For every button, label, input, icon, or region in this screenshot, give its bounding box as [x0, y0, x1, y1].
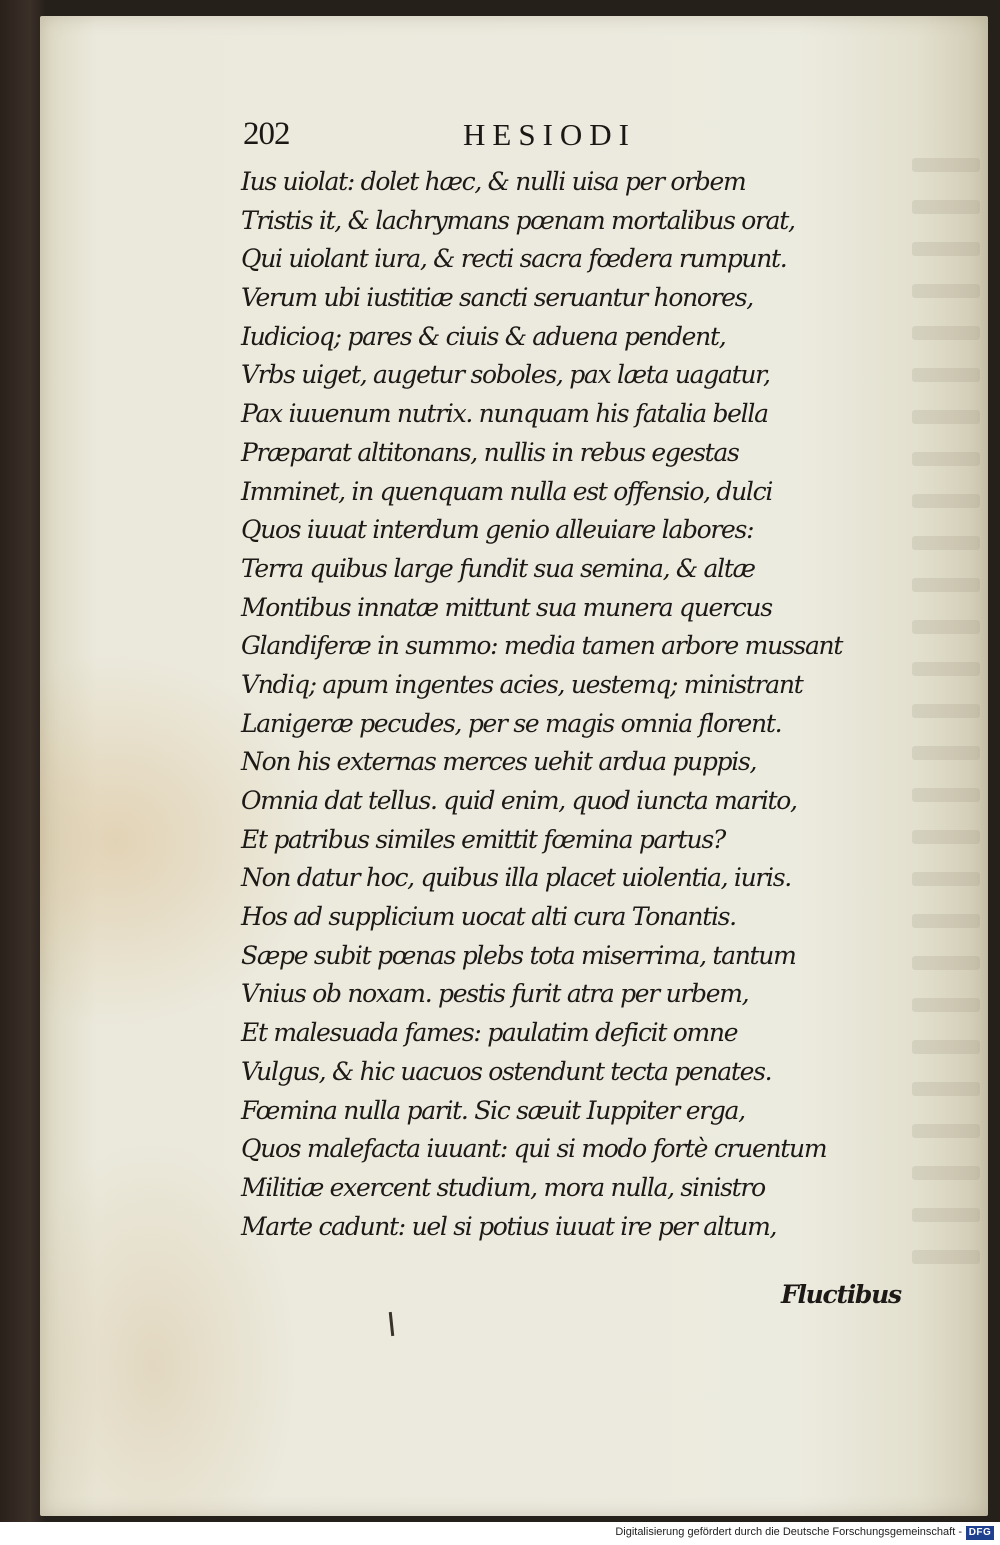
- catchword: Fluctibus: [781, 1280, 901, 1309]
- verse-line: Verum ubi iustitiæ sancti seruantur honores,: [241, 283, 753, 313]
- verse-line: Lanigeræ pecudes, per se magis omnia florent.: [241, 708, 782, 738]
- page-number: 202: [243, 116, 290, 152]
- verse-line: Glandiferæ in summo: media tamen arbore mussant: [241, 631, 843, 661]
- verse-line: Hos ad supplicium uocat alti cura Tonantis.: [241, 902, 736, 932]
- verse-line: Sæpe subit pœnas plebs tota miserrima, tantum: [241, 940, 796, 970]
- verse-line: Iudicioq; pares & ciuis & aduena pendent,: [241, 321, 726, 351]
- verse-line: Vndiq; apum ingentes acies, uestemq; ministrant: [241, 669, 803, 699]
- verse-line: Marte cadunt: uel si potius iuuat ire per altum,: [241, 1211, 777, 1241]
- verse-line: Non his externas merces uehit ardua puppis,: [241, 747, 757, 777]
- verse-line: Militiæ exercent studium, mora nulla, sinistro: [241, 1172, 765, 1202]
- verse-line: Imminet, in quenquam nulla est offensio, dulci: [241, 476, 773, 506]
- verse-line: Non datur hoc, quibus illa placet uiolentia, iuris.: [241, 863, 791, 893]
- verse-line: Et patribus similes emittit fœmina partus?: [241, 824, 725, 854]
- verse-line: Terra quibus large fundit sua semina, & altæ: [241, 553, 755, 583]
- verse-line: Qui uiolant iura, & recti sacra fœdera rumpunt.: [241, 244, 787, 274]
- verse-line: Pax iuuenum nutrix. nunquam his fatalia bella: [241, 399, 768, 429]
- verse-line: Ius uiolat: dolet hæc, & nulli uisa per orbem: [241, 167, 746, 196]
- verse-line: Quos malefacta iuuant: qui si modo fortè cruentum: [241, 1134, 827, 1164]
- running-head: HESIODI: [463, 117, 636, 152]
- verse-line: Præparat altitonans, nullis in rebus egestas: [241, 437, 739, 467]
- verse-line: Vrbs uiget, augetur soboles, pax læta uagatur,: [241, 360, 770, 390]
- verse-line: Fœmina nulla parit. Sic sæuit Iuppiter erga,: [241, 1095, 745, 1125]
- verse-line: Tristis it, & lachrymans pœnam mortalibus orat,: [241, 205, 795, 235]
- page-header: [243, 116, 693, 160]
- footer-credit: Digitalisierung gefördert durch die Deutsche Forschungsgemeinschaft -: [615, 1526, 962, 1538]
- verse-line: Et malesuada fames: paulatim deficit omne: [241, 1018, 738, 1048]
- verse-line: Montibus innatæ mittunt sua munera quercus: [241, 592, 772, 622]
- verse-line: Quos iuuat interdum genio alleuiare labores:: [241, 515, 754, 545]
- facing-page-bleed-through: [900, 136, 1000, 1316]
- verse-line: Omnia dat tellus. quid enim, quod iuncta marito,: [241, 786, 797, 815]
- digitization-footer: [0, 1522, 1000, 1545]
- dfg-logo: DFG: [966, 1526, 994, 1540]
- verse-line: Vnius ob noxam. pestis furit atra per urbem,: [241, 979, 749, 1009]
- verse-line: Vulgus, & hic uacuos ostendunt tecta penates.: [241, 1056, 772, 1086]
- verse-text: [241, 163, 842, 1246]
